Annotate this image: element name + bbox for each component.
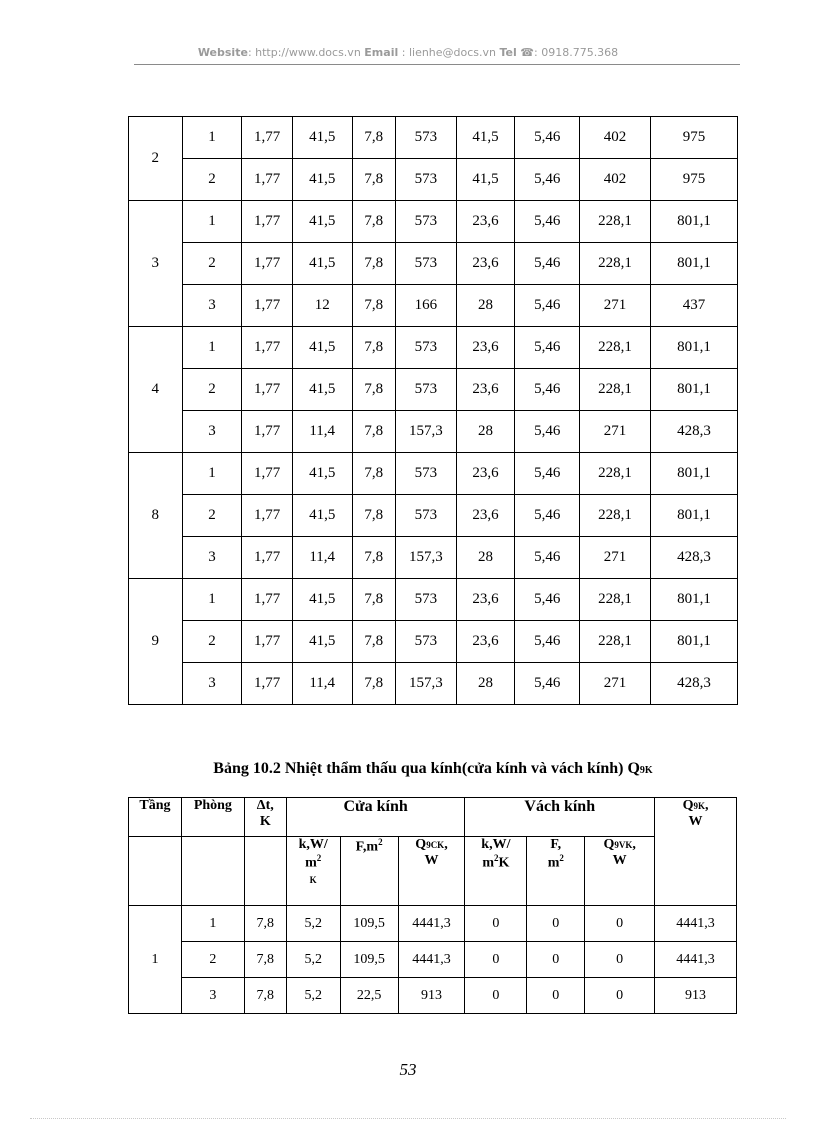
table-cell: 7,8 (352, 159, 396, 201)
table-cell: 7,8 (352, 327, 396, 369)
table-row (129, 453, 738, 495)
table-cell: 428,3 (650, 411, 737, 453)
table-cell: 5,46 (515, 285, 580, 327)
table-cell: 801,1 (650, 621, 737, 663)
table-cell: 157,3 (396, 411, 457, 453)
table-cell: 801,1 (650, 327, 737, 369)
table-cell: 41,5 (292, 243, 352, 285)
table-cell: 5,46 (515, 201, 580, 243)
table-cell: 23,6 (456, 495, 515, 537)
table-cell: 573 (396, 579, 457, 621)
table-cell: 41,5 (292, 327, 352, 369)
table-row (129, 537, 738, 579)
table-cell: 7,8 (352, 117, 396, 159)
table-cell: 28 (456, 537, 515, 579)
floor-cell: 8 (129, 453, 183, 579)
table-cell: 23,6 (456, 579, 515, 621)
header-vach-kinh: Vách kính (465, 798, 655, 837)
table-cell: 11,4 (292, 411, 352, 453)
table-cell: 801,1 (650, 495, 737, 537)
table-cell: 12 (292, 285, 352, 327)
table-cell: 7,8 (352, 411, 396, 453)
table-cell: 23,6 (456, 243, 515, 285)
table-cell: 5,2 (286, 906, 340, 942)
table-cell: 228,1 (580, 621, 651, 663)
table-cell: 23,6 (456, 621, 515, 663)
table-cell: 2 (182, 369, 242, 411)
table-cell: 5,2 (286, 978, 340, 1014)
table-cell: 7,8 (352, 453, 396, 495)
table-cell: 0 (527, 906, 585, 942)
table-cell: 7,8 (244, 906, 286, 942)
table-cell: 5,2 (286, 942, 340, 978)
tel-value: : 0918.775.368 (534, 46, 619, 59)
table-cell: 0 (527, 978, 585, 1014)
floor-cell: 4 (129, 327, 183, 453)
table-cell: 7,8 (352, 369, 396, 411)
table-cell: 1,77 (242, 495, 293, 537)
table-cell: 5,46 (515, 537, 580, 579)
table-cell: 7,8 (352, 621, 396, 663)
table-cell: 228,1 (580, 201, 651, 243)
table-cell: 41,5 (292, 201, 352, 243)
floor-cell: 1 (129, 906, 182, 1014)
table-cell: 1,77 (242, 663, 293, 705)
page-header (0, 46, 816, 59)
table-cell: 1,77 (242, 285, 293, 327)
table-cell: 428,3 (650, 663, 737, 705)
table-cell: 5,46 (515, 453, 580, 495)
table-cell: 428,3 (650, 537, 737, 579)
tel-label: Tel (499, 46, 517, 59)
table-cell: 913 (398, 978, 465, 1014)
table-cell: 41,5 (292, 621, 352, 663)
table-cell: 1 (182, 117, 242, 159)
dt-unit: K (259, 814, 271, 829)
table-row (129, 369, 738, 411)
table-cell: 1,77 (242, 159, 293, 201)
table-cell: 1,77 (242, 243, 293, 285)
table-cell: 2 (182, 495, 242, 537)
header-phong: Phòng (181, 798, 244, 837)
table-cell: 437 (650, 285, 737, 327)
table-cell: 1 (182, 453, 242, 495)
table-cell: 41,5 (456, 159, 515, 201)
table-cell: 0 (585, 978, 655, 1014)
table-cell: 41,5 (456, 117, 515, 159)
table-row (129, 159, 738, 201)
table-cell: 975 (650, 159, 737, 201)
table-cell: 157,3 (396, 663, 457, 705)
table-cell: 28 (456, 663, 515, 705)
floor-cell: 3 (129, 201, 183, 327)
table-cell: 11,4 (292, 537, 352, 579)
table-cell: 228,1 (580, 369, 651, 411)
table-cell: 2 (181, 942, 244, 978)
table-cell: 801,1 (650, 201, 737, 243)
email-label: Email (364, 46, 399, 59)
caption-subscript: 9K (639, 765, 653, 776)
table-cell: 1,77 (242, 201, 293, 243)
table-row (129, 285, 738, 327)
header-cua-kinh: Cửa kính (286, 798, 465, 837)
table-cell: 271 (580, 663, 651, 705)
table-cell: 5,46 (515, 117, 580, 159)
table-row (129, 906, 737, 942)
table-cell: 7,8 (352, 663, 396, 705)
table-cell: 573 (396, 327, 457, 369)
table-cell: 5,46 (515, 495, 580, 537)
table-cell: 0 (465, 978, 527, 1014)
table-cell: 1 (182, 327, 242, 369)
table-row (129, 579, 738, 621)
table-cell: 3 (182, 285, 242, 327)
table-cell: 1,77 (242, 411, 293, 453)
table-cell: 271 (580, 537, 651, 579)
table-row (129, 495, 738, 537)
table-row (129, 411, 738, 453)
table-row (129, 942, 737, 978)
glass-heat-table (128, 797, 737, 1014)
table-cell: 913 (655, 978, 737, 1014)
table-cell: 7,8 (352, 579, 396, 621)
table-cell: 0 (585, 942, 655, 978)
table-cell: 228,1 (580, 453, 651, 495)
table-row (129, 117, 738, 159)
table-cell: 23,6 (456, 453, 515, 495)
table-cell: 573 (396, 453, 457, 495)
table-cell: 3 (182, 663, 242, 705)
header-q-vach: Q9VK, W (585, 837, 655, 906)
table-cell: 7,8 (352, 495, 396, 537)
table-cell: 2 (182, 243, 242, 285)
table-cell: 0 (527, 942, 585, 978)
table-cell: 1,77 (242, 537, 293, 579)
table-row (129, 621, 738, 663)
table-row (129, 978, 737, 1014)
table-cell: 41,5 (292, 117, 352, 159)
table-row (129, 201, 738, 243)
table-cell: 28 (456, 285, 515, 327)
floor-cell: 9 (129, 579, 183, 705)
table-cell: 271 (580, 411, 651, 453)
table-cell: 0 (585, 906, 655, 942)
table-cell: 7,8 (244, 942, 286, 978)
table-cell: 5,46 (515, 663, 580, 705)
table-cell: 157,3 (396, 537, 457, 579)
table-cell: 1,77 (242, 117, 293, 159)
header-q-cua: Q9CK, W (398, 837, 465, 906)
table-cell: 11,4 (292, 663, 352, 705)
table-cell: 28 (456, 411, 515, 453)
table-cell: 41,5 (292, 159, 352, 201)
table-cell: 573 (396, 243, 457, 285)
table-cell: 801,1 (650, 369, 737, 411)
table-cell: 23,6 (456, 327, 515, 369)
heat-table-continued (128, 116, 738, 705)
header-tang: Tầng (129, 798, 182, 837)
phone-icon: ☎ (520, 46, 534, 59)
table-cell: 2 (182, 159, 242, 201)
table-cell: 1 (182, 579, 242, 621)
header-k-cua: k,W/ $m^2$ K (286, 837, 340, 906)
header-k-vach: k,W/ $m^2K$ (465, 837, 527, 906)
table-cell: 228,1 (580, 495, 651, 537)
header-divider (134, 64, 740, 65)
table-cell: 7,8 (352, 285, 396, 327)
floor-cell: 2 (129, 117, 183, 201)
table-cell: 228,1 (580, 243, 651, 285)
table-cell: 22,5 (340, 978, 398, 1014)
table-cell: 7,8 (244, 978, 286, 1014)
table-row (129, 327, 738, 369)
table-cell: 271 (580, 285, 651, 327)
table-cell: 5,46 (515, 243, 580, 285)
table-cell: 1 (181, 906, 244, 942)
header-blank-3 (244, 837, 286, 906)
table-cell: 23,6 (456, 369, 515, 411)
table-cell: 4441,3 (398, 942, 465, 978)
table-cell: 5,46 (515, 579, 580, 621)
table-cell: 1,77 (242, 369, 293, 411)
table-cell: 573 (396, 201, 457, 243)
table-row (129, 243, 738, 285)
table-cell: 1,77 (242, 453, 293, 495)
table-cell: 1 (182, 201, 242, 243)
table-cell: 975 (650, 117, 737, 159)
table-cell: 3 (182, 411, 242, 453)
page-number: 53 (399, 1060, 417, 1079)
table-row (129, 663, 738, 705)
table-cell: 41,5 (292, 453, 352, 495)
table-cell: 3 (182, 537, 242, 579)
header-f-cua: $F,m^2$ (340, 837, 398, 906)
table-cell: 1,77 (242, 327, 293, 369)
header-f-vach: F, $m^2$ (527, 837, 585, 906)
table-cell: 7,8 (352, 201, 396, 243)
table-cell: 5,46 (515, 411, 580, 453)
table-cell: 5,46 (515, 327, 580, 369)
table-cell: 0 (465, 906, 527, 942)
website-label: Website (197, 46, 248, 59)
table-cell: 1,77 (242, 579, 293, 621)
table-cell: 5,46 (515, 621, 580, 663)
header-dt: Δt, K (244, 798, 286, 837)
table-cell: 4441,3 (655, 906, 737, 942)
table-cell: 228,1 (580, 327, 651, 369)
table-cell: 402 (580, 117, 651, 159)
table-cell: 41,5 (292, 579, 352, 621)
table-cell: 23,6 (456, 201, 515, 243)
table-cell: 402 (580, 159, 651, 201)
table-cell: 573 (396, 369, 457, 411)
table-cell: 801,1 (650, 579, 737, 621)
header-blank-2 (181, 837, 244, 906)
header-blank-1 (129, 837, 182, 906)
table-cell: 573 (396, 621, 457, 663)
footer-dotted-line (30, 1118, 786, 1119)
table-caption (128, 760, 738, 778)
table-cell: 7,8 (352, 243, 396, 285)
header-q-total: Q9K, W (655, 798, 737, 906)
table-cell: 801,1 (650, 243, 737, 285)
table-cell: 5,46 (515, 369, 580, 411)
table-cell: 166 (396, 285, 457, 327)
website-value: : http://www.docs.vn (247, 46, 361, 59)
table-cell: 573 (396, 495, 457, 537)
table-cell: 2 (182, 621, 242, 663)
table-cell: 41,5 (292, 495, 352, 537)
table-cell: 573 (396, 159, 457, 201)
table1-body (129, 117, 738, 705)
table-cell: 109,5 (340, 942, 398, 978)
table-cell: 5,46 (515, 159, 580, 201)
table-cell: 3 (181, 978, 244, 1014)
table-cell: 7,8 (352, 537, 396, 579)
table-cell: 801,1 (650, 453, 737, 495)
table-cell: 109,5 (340, 906, 398, 942)
table-cell: 41,5 (292, 369, 352, 411)
table-cell: 0 (465, 942, 527, 978)
table2-body (129, 906, 737, 1014)
table-cell: 573 (396, 117, 457, 159)
table-cell: 4441,3 (398, 906, 465, 942)
table-cell: 228,1 (580, 579, 651, 621)
table-cell: 4441,3 (655, 942, 737, 978)
caption-text: Bảng 10.2 Nhiệt thẩm thấu qua kính(cửa kính và vách kính) Q (213, 760, 640, 777)
table-cell: 1,77 (242, 621, 293, 663)
email-value: : lienhe@docs.vn (401, 46, 497, 59)
dt-symbol: Δt (256, 798, 271, 813)
